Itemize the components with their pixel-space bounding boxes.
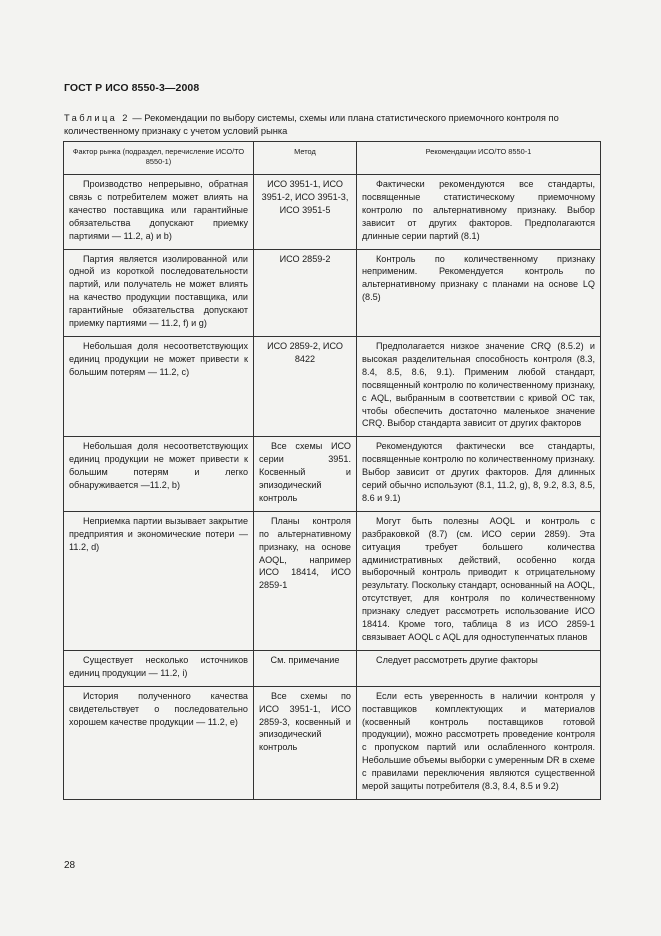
method-cell: См. примечание [254, 650, 357, 686]
method-cell: ИСО 2859-2, ИСО 8422 [254, 336, 357, 436]
recommendation-cell: Следует рассмотреть другие факторы [357, 650, 601, 686]
table-caption [64, 112, 604, 137]
table-row [64, 336, 601, 436]
recommendations-table [63, 141, 601, 800]
factor-cell: Небольшая доля несоответствующих единиц продукции не может привести к большим потерям — 11.2, с) [64, 336, 254, 436]
table-row [64, 650, 601, 686]
table-row [64, 511, 601, 650]
header-market-factor: Фактор рынка (подраздел, перечисление ИСО/ТО 8550-1) [64, 142, 254, 175]
method-cell: Все схемы по ИСО 3951-1, ИСО 2859-3, косвенный и эпизодический контроль [254, 686, 357, 799]
recommendation-cell: Фактически рекомендуются все стандарты, посвященные статистическому приемочному контролю по альтернативному признаку. Выбор зависит от других факторов. Предполагаются длинные серии партий (8.1) [357, 175, 601, 250]
table-row [64, 175, 601, 250]
recommendation-cell: Предполагается низкое значение CRQ (8.5.2) и высокая разделительная способность контроля (8.3, 8.4, 8.5, 8.6, 9.1). Применим любой стандарт, посвященный контролю по количественному признаку, с AQL, выбранным в соответствии с кривой ОС так, чтобы обеспечить достаточно маленькое значение CRQ. Выбор стандарта зависит от других факторов [357, 336, 601, 436]
factor-cell: Партия является изолированной или одной из короткой последовательности партий, или получатель не может влиять на качество продукции поставщика, или гарантийные обязательства допускают приемку партиями — 11.2, f) и g) [64, 249, 254, 336]
table-caption-label: Таблица 2 [64, 113, 130, 123]
recommendation-cell: Рекомендуются фактически все стандарты, посвященные контролю по количественному признаку. Выбор зависит от других факторов. Для длинных серий обычно используют (8.1, 11.2, g), 8, 9.2, 8.3, 8.5, 8.6 и 9.1) [357, 437, 601, 512]
standard-header: ГОСТ Р ИСО 8550-3—2008 [64, 82, 200, 94]
method-cell: Все схемы ИСО серии 3951. Косвенный и эпизодический контроль [254, 437, 357, 512]
factor-cell: Производство непрерывно, обратная связь с потребителем может влиять на качество поставщика или гарантийные обязательства допускают приемку партиями — 11.2, а) и b) [64, 175, 254, 250]
table-row [64, 686, 601, 799]
method-cell: ИСО 3951-1, ИСО 3951-2, ИСО 3951-3, ИСО 3951-5 [254, 175, 357, 250]
header-recommendations: Рекомендации ИСО/ТО 8550-1 [357, 142, 601, 175]
recommendation-cell: Могут быть полезны AOQL и контроль с разбраковкой (8.7) (см. ИСО серии 2859). Эта ситуация требует большего количества административных действий, особенно когда выборочный контроль приводит к отрицательному результату. Поскольку стандарт, основанный на AOQL, отсутствует, для контроля по количественному признаку следует рассмотреть использование ИСО 18414. Кроме того, таблица 8 из ИСО 2859-1 связывает AOQL с AQL для одноступенчатых планов [357, 511, 601, 650]
table-row [64, 437, 601, 512]
factor-cell: Существует несколько источников единиц продукции — 11.2, i) [64, 650, 254, 686]
method-cell: ИСО 2859-2 [254, 249, 357, 336]
header-method: Метод [254, 142, 357, 175]
recommendation-cell: Если есть уверенность в наличии контроля у поставщиков комплектующих и материалов (косвенный контроль поставщиков готовой продукции), можно рассмотреть проведение контроля с пропуском партий или ослабленного контроля. Небольшие объемы выборки с умеренным DR в схеме с правилами переключения являются существенной мерой защиты потребителя (8.3, 8.4, 8.5 и 9.2) [357, 686, 601, 799]
table-caption-text: — Рекомендации по выбору системы, схемы или плана статистического приемочного контроля по количественному признаку с учетом условий рынка [64, 113, 559, 136]
table-header-row [64, 142, 601, 175]
method-cell: Планы контроля по альтернативному признаку, на основе AOQL, например ИСО 18414, ИСО 2859-1 [254, 511, 357, 650]
table-row [64, 249, 601, 336]
factor-cell: История полученного качества свидетельствует о последовательно хорошем качестве продукции — 11.2, е) [64, 686, 254, 799]
recommendation-cell: Контроль по количественному признаку неприменим. Рекомендуется контроль по альтернативному признаку с планами на основе LQ (8.5) [357, 249, 601, 336]
page-number: 28 [64, 860, 76, 871]
factor-cell: Неприемка партии вызывает закрытие предприятия и экономические потери — 11.2, d) [64, 511, 254, 650]
factor-cell: Небольшая доля несоответствующих единиц продукции не может привести к большим потерям и легко обнаруживается —11.2, b) [64, 437, 254, 512]
